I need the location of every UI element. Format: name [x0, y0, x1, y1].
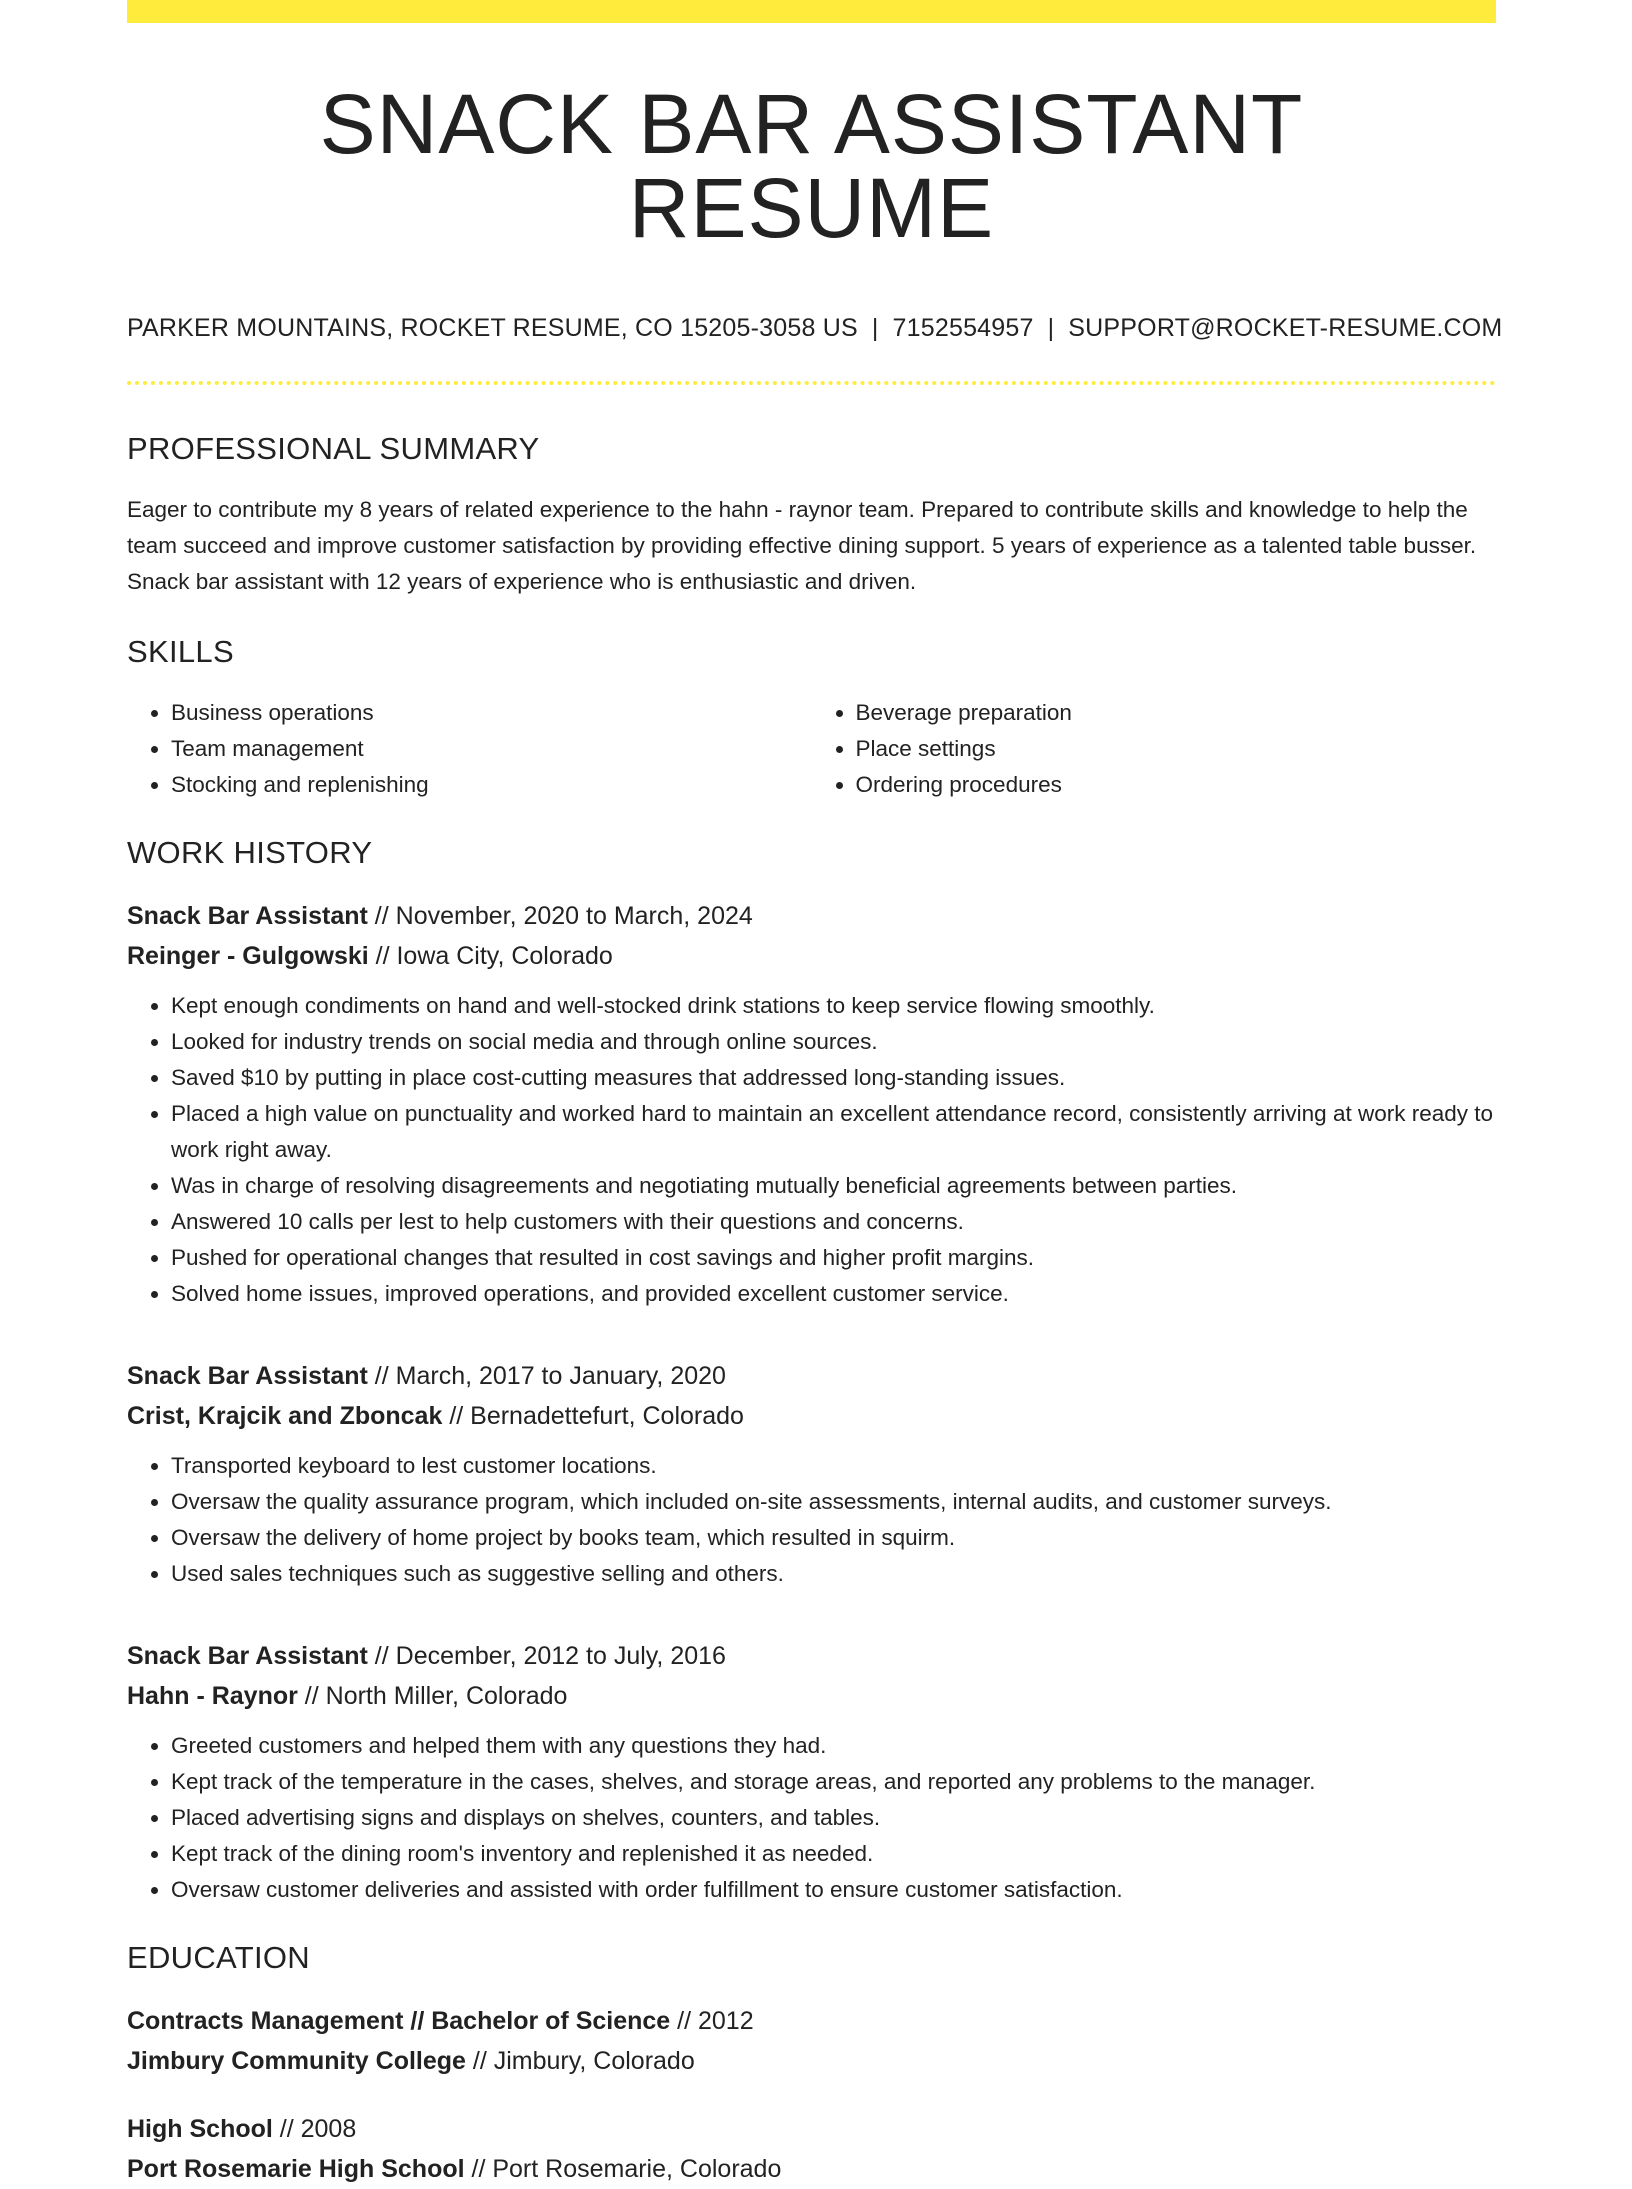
job-dates: // November, 2020 to March, 2024 — [367, 902, 753, 930]
job-company: Crist, Krajcik and Zboncak — [127, 1402, 443, 1430]
contact-address: PARKER MOUNTAINS, ROCKET RESUME, CO 15205-3058 US — [127, 314, 858, 342]
job-bullet: • Kept track of the temperature in the cases, shelves, and storage areas, and reported any problems to the manager. — [171, 1764, 1496, 1800]
job-title: Snack Bar Assistant — [127, 1642, 368, 1670]
job-bullet: • Kept enough condiments on hand and well-stocked drink stations to keep service flowing smoothly. — [171, 988, 1496, 1024]
professional-summary-section — [127, 433, 1496, 600]
dotted-divider — [127, 381, 1496, 385]
job-entry — [127, 1636, 1496, 1908]
skills-column-left — [127, 695, 812, 803]
resume-title: SNACK BAR ASSISTANT RESUME — [319, 77, 1304, 255]
job-dates: // December, 2012 to July, 2016 — [367, 1642, 726, 1670]
contact-separator: | — [1047, 314, 1055, 342]
job-bullet: • Transported keyboard to lest customer locations. — [171, 1448, 1496, 1484]
contact-line — [127, 314, 1503, 342]
contact-phone: 7152554957 — [892, 314, 1034, 342]
job-bullet: • Oversaw the delivery of home project by books team, which resulted in squirm. — [171, 1520, 1496, 1556]
education-section — [127, 1942, 1496, 2189]
job-bullets — [127, 1728, 1496, 1908]
section-heading-skills: SKILLS — [127, 634, 234, 669]
job-company-line — [127, 936, 1496, 976]
job-entry — [127, 896, 1496, 1312]
resume-page — [127, 0, 1503, 2189]
skill-item: • Place settings — [856, 731, 1497, 767]
job-bullet: • Placed a high value on punctuality and worked hard to maintain an excellent attendance record, consistently arriving at work ready to work right away. — [171, 1096, 1496, 1168]
job-title-line — [127, 1636, 1496, 1676]
job-bullet: • Oversaw the quality assurance program, which included on-site assessments, internal audits, and customer surveys. — [171, 1484, 1496, 1520]
contact-email: SUPPORT@ROCKET-RESUME.COM — [1068, 314, 1503, 342]
job-bullets — [127, 988, 1496, 1312]
education-school-line — [127, 2149, 1496, 2189]
job-bullet: • Greeted customers and helped them with any questions they had. — [171, 1728, 1496, 1764]
job-location: // Iowa City, Colorado — [368, 942, 613, 970]
education-degree-line — [127, 2001, 1496, 2041]
job-bullet: • Placed advertising signs and displays on shelves, counters, and tables. — [171, 1800, 1496, 1836]
skill-item: • Stocking and replenishing — [171, 767, 812, 803]
education-degree-line — [127, 2109, 1496, 2149]
job-bullet: • Kept track of the dining room's inventory and replenished it as needed. — [171, 1836, 1496, 1872]
job-bullet: • Answered 10 calls per lest to help customers with their questions and concerns. — [171, 1204, 1496, 1240]
skills-column-right — [812, 695, 1497, 803]
job-company: Hahn - Raynor — [127, 1682, 298, 1710]
education-school: Jimbury Community College — [127, 2047, 466, 2075]
education-location: // Jimbury, Colorado — [465, 2047, 695, 2075]
section-heading-summary: PROFESSIONAL SUMMARY — [127, 431, 540, 466]
section-heading-education: EDUCATION — [127, 1940, 310, 1975]
job-bullets — [127, 1448, 1496, 1592]
summary-text: Eager to contribute my 8 years of related experience to the hahn - raynor team. Prepared to contribute skills and knowledge to help the team succeed and improve customer satisfaction by providing effective dining support. 5 years of experience as a talented table busser. Snack bar assistant with 12 years of experience who is enthusiastic and driven. — [127, 497, 1477, 594]
skill-item: • Team management — [171, 731, 812, 767]
job-bullet: • Pushed for operational changes that resulted in cost savings and higher profit margins. — [171, 1240, 1496, 1276]
section-heading-work-history: WORK HISTORY — [127, 835, 373, 870]
top-accent-bar — [127, 0, 1496, 23]
job-bullet: • Oversaw customer deliveries and assisted with order fulfillment to ensure customer satisfaction. — [171, 1872, 1496, 1908]
work-history-section — [127, 837, 1496, 1908]
education-school: Port Rosemarie High School — [127, 2155, 465, 2183]
skill-item: • Beverage preparation — [856, 695, 1497, 731]
job-title-line — [127, 1356, 1496, 1396]
job-title-line — [127, 896, 1496, 936]
job-bullet: • Solved home issues, improved operations, and provided excellent customer service. — [171, 1276, 1496, 1312]
contact-separator: | — [871, 314, 879, 342]
job-bullet: • Used sales techniques such as suggestive selling and others. — [171, 1556, 1496, 1592]
job-company: Reinger - Gulgowski — [127, 942, 369, 970]
skill-item: • Business operations — [171, 695, 812, 731]
job-location: // North Miller, Colorado — [297, 1682, 568, 1710]
education-location: // Port Rosemarie, Colorado — [464, 2155, 782, 2183]
job-bullet: • Saved $10 by putting in place cost-cutting measures that addressed long-standing issues. — [171, 1060, 1496, 1096]
education-year: // 2008 — [272, 2115, 357, 2143]
job-bullet: • Looked for industry trends on social media and through online sources. — [171, 1024, 1496, 1060]
job-title: Snack Bar Assistant — [127, 902, 368, 930]
skill-item: • Ordering procedures — [856, 767, 1497, 803]
education-entry — [127, 2001, 1496, 2081]
education-school-line — [127, 2041, 1496, 2081]
job-dates: // March, 2017 to January, 2020 — [367, 1362, 726, 1390]
education-year: // 2012 — [670, 2007, 754, 2035]
job-entry — [127, 1356, 1496, 1592]
skills-section — [127, 636, 1496, 803]
job-company-line — [127, 1396, 1496, 1436]
job-location: // Bernadettefurt, Colorado — [442, 1402, 744, 1430]
education-degree: Contracts Management // Bachelor of Science — [127, 2007, 671, 2035]
skills-columns — [127, 695, 1496, 803]
education-entry — [127, 2109, 1496, 2189]
education-degree: High School — [127, 2115, 273, 2143]
job-bullet: • Was in charge of resolving disagreements and negotiating mutually beneficial agreements between parties. — [171, 1168, 1496, 1204]
job-title: Snack Bar Assistant — [127, 1362, 368, 1390]
job-company-line — [127, 1676, 1496, 1716]
